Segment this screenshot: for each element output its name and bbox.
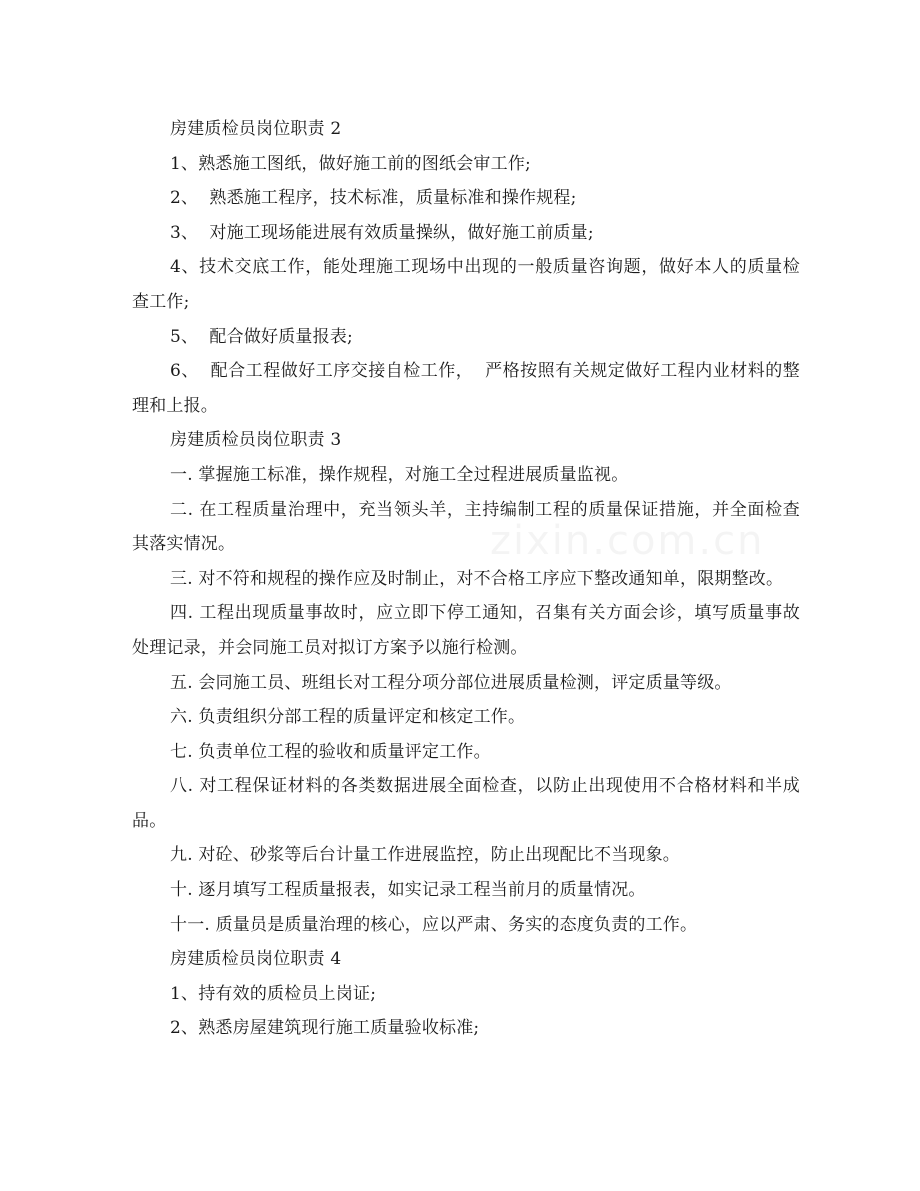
paragraph: 6、 配合工程做好工序交接自检工作， 严格按照有关规定做好工程内业材料的整理和上报。 bbox=[132, 361, 800, 416]
paragraph: 五. 会同施工员、班组长对工程分项分部位进展质量检测，评定质量等级。 bbox=[170, 672, 732, 693]
paragraph: 2、熟悉房屋建筑现行施工质量验收标准; bbox=[170, 1018, 480, 1039]
document-body bbox=[132, 112, 800, 1046]
section-heading-2: 房建质检员岗位职责 2 bbox=[170, 119, 342, 139]
paragraph: 三. 对不符和规程的操作应及时制止，对不合格工序应下整改通知单，限期整改。 bbox=[170, 568, 784, 589]
paragraph: 二. 在工程质量治理中，充当领头羊，主持编制工程的质量保证措施，并全面检查其落实情况。 bbox=[132, 499, 800, 555]
paragraph: 5、 配合做好质量报表; bbox=[170, 326, 353, 347]
section-heading-3: 房建质检员岗位职责 3 bbox=[170, 430, 342, 451]
paragraph: 十一. 质量员是质量治理的核心，应以严肃、务实的态度负责的工作。 bbox=[170, 914, 698, 935]
paragraph: 1、熟悉施工图纸，做好施工前的图纸会审工作; bbox=[170, 153, 531, 174]
paragraph: 一. 掌握施工标准，操作规程，对施工全过程进展质量监视。 bbox=[170, 464, 629, 485]
paragraph: 2、 熟悉施工程序，技术标准，质量标准和操作规程; bbox=[170, 188, 577, 209]
section-heading-4: 房建质检员岗位职责 4 bbox=[170, 949, 342, 970]
paragraph: 七. 负责单位工程的验收和质量评定工作。 bbox=[170, 741, 491, 762]
paragraph: 4、技术交底工作，能处理施工现场中出现的一般质量咨询题，做好本人的质量检查工作; bbox=[132, 257, 800, 312]
paragraph: 3、 对施工现场能进展有效质量操纵，做好施工前质量; bbox=[170, 222, 594, 243]
paragraph: 九. 对砼、砂浆等后台计量工作进展监控，防止出现配比不当现象。 bbox=[170, 845, 681, 866]
paragraph: 十. 逐月填写工程质量报表，如实记录工程当前月的质量情况。 bbox=[170, 880, 646, 901]
paragraph: 八. 对工程保证材料的各类数据进展全面检查，以防止出现使用不合格材料和半成品。 bbox=[132, 776, 800, 831]
paragraph: 六. 负责组织分部工程的质量评定和核定工作。 bbox=[170, 707, 526, 728]
paragraph: 四. 工程出现质量事故时，应立即下停工通知，召集有关方面会诊，填写质量事故处理记录，并会同施工员对拟订方案予以施行检测。 bbox=[132, 603, 800, 658]
paragraph: 1、持有效的质检员上岗证; bbox=[170, 983, 377, 1004]
